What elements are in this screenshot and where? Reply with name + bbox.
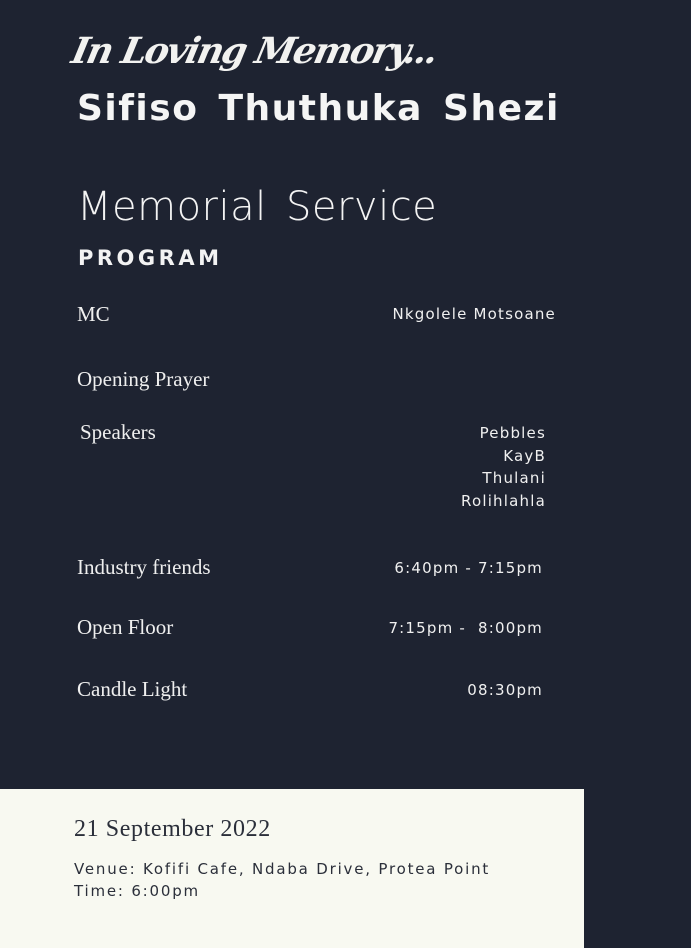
speaker-name: KayB: [503, 446, 546, 465]
event-date: 21 September 2022: [74, 816, 271, 842]
mc-label: MC: [77, 302, 110, 326]
venue-text: Venue: Kofifi Cafe, Ndaba Drive, Protea Point: [74, 860, 491, 878]
open-floor-label: Open Floor: [77, 615, 174, 639]
opening-prayer-label: Opening Prayer: [77, 367, 210, 391]
speaker-name: Pebbles: [479, 424, 546, 442]
open-floor-time: 7:15pm - 8:00pm: [388, 619, 543, 637]
industry-friends-time: 6:40pm - 7:15pm: [394, 559, 543, 577]
mc-name: Nkgolele Motsoane: [392, 305, 556, 323]
program-label: PROGRAM: [78, 246, 223, 270]
candle-light-time: 08:30pm: [467, 681, 543, 699]
speaker-name: Thulani: [482, 469, 546, 487]
memorial-service-title: Memorial Service: [77, 184, 438, 230]
speakers-list: [461, 422, 546, 512]
speaker-name: Rolihlahla: [461, 491, 546, 510]
deceased-name: Sifiso Thuthuka Shezi: [77, 88, 560, 129]
industry-friends-label: Industry friends: [77, 555, 211, 579]
speakers-label: Speakers: [80, 420, 156, 444]
candle-light-label: Candle Light: [77, 677, 188, 701]
start-time-text: Time: 6:00pm: [74, 882, 200, 900]
in-loving-memory-heading: In Loving Memory...: [68, 30, 441, 72]
